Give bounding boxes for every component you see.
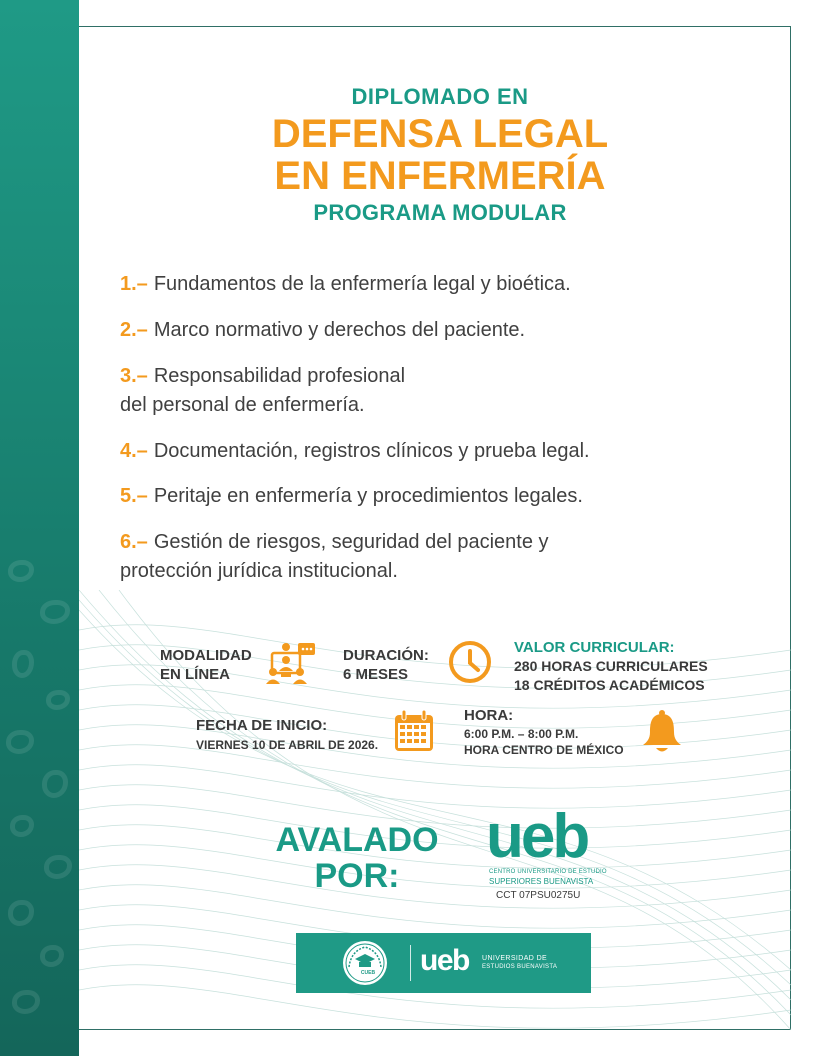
duracion-value: 6 MESES	[343, 666, 409, 683]
hora-label: HORA:	[464, 707, 514, 724]
module-text-continued: del personal de enfermería.	[120, 394, 365, 416]
valor-horas: 280 HORAS CURRICULARES	[514, 658, 708, 674]
seal-icon	[339, 937, 391, 989]
module-6	[120, 528, 549, 586]
module-text: Fundamentos de la enfermería legal y bioética.	[153, 273, 571, 295]
clock-icon	[447, 639, 493, 685]
endorsed-line-1: AVALADO	[275, 821, 439, 859]
module-number: 3.–	[120, 365, 148, 387]
ueb-logo-subtitle-1: CENTRO UNIVERSITARIO DE ESTUDIO	[489, 869, 607, 875]
fecha-label: FECHA DE INICIO:	[196, 717, 328, 734]
title-line-4: PROGRAMA MODULAR	[313, 200, 567, 225]
leopard-spot	[40, 945, 64, 967]
module-text: Responsabilidad profesional	[153, 365, 406, 387]
endorsed-by-heading	[272, 822, 442, 894]
online-meeting-icon	[266, 640, 318, 686]
module-3	[120, 362, 405, 420]
leopard-spot	[12, 990, 40, 1014]
bell-icon	[638, 708, 686, 756]
module-number: 4.–	[120, 440, 148, 462]
leopard-spot	[12, 650, 34, 678]
footer-divider	[410, 945, 411, 981]
module-1	[120, 270, 571, 299]
seal-text: CUEB	[360, 970, 376, 976]
leopard-spot	[44, 855, 72, 879]
calendar-icon	[391, 708, 437, 754]
module-text-continued: protección jurídica institucional.	[120, 560, 398, 582]
leopard-spot	[42, 770, 68, 798]
cct-code: CCT 07PSU0275U	[496, 890, 581, 901]
endorsed-line-2: POR:	[314, 857, 400, 895]
footer-ueb-logo: ueb	[420, 944, 469, 977]
hora-zone: HORA CENTRO DE MÉXICO	[464, 743, 624, 757]
module-5	[120, 482, 583, 511]
title-line-3: EN ENFERMERÍA	[274, 154, 606, 198]
module-text: Marco normativo y derechos del paciente.	[153, 319, 526, 341]
module-text: Documentación, registros clínicos y prueba legal.	[153, 440, 590, 462]
leopard-spot	[40, 600, 70, 624]
module-2	[120, 316, 525, 345]
ueb-logo-subtitle-2: SUPERIORES BUENAVISTA	[489, 877, 594, 886]
module-number: 1.–	[120, 273, 148, 295]
valor-creditos: 18 CRÉDITOS ACADÉMICOS	[514, 677, 705, 693]
footer-university-line-1: UNIVERSIDAD DE	[482, 955, 548, 962]
ueb-logo-word: ueb	[486, 802, 588, 871]
module-number: 2.–	[120, 319, 148, 341]
leopard-spot	[6, 730, 34, 754]
fecha-value: VIERNES 10 DE ABRIL DE 2026.	[196, 738, 379, 752]
leopard-spot	[8, 560, 34, 582]
leopard-spot	[46, 690, 70, 710]
modalidad-value: EN LÍNEA	[160, 666, 231, 683]
footer-university-line-2: ESTUDIOS BUENAVISTA	[482, 964, 558, 970]
leopard-spot	[8, 900, 34, 926]
module-number: 5.–	[120, 485, 148, 507]
modalidad-label: MODALIDAD	[160, 647, 252, 664]
module-4	[120, 437, 590, 466]
leopard-spot	[10, 815, 34, 837]
module-text: Gestión de riesgos, seguridad del paciente y	[153, 531, 549, 553]
title-line-2: DEFENSA LEGAL	[271, 112, 609, 156]
hora-value: 6:00 P.M. – 8:00 P.M.	[464, 727, 579, 741]
module-number: 6.–	[120, 531, 148, 553]
module-text: Peritaje en enfermería y procedimientos legales.	[153, 485, 583, 507]
title-line-1: DIPLOMADO EN	[351, 84, 529, 109]
duracion-label: DURACIÓN:	[343, 647, 429, 664]
side-band	[0, 0, 79, 1056]
valor-label: VALOR CURRICULAR:	[514, 639, 675, 656]
